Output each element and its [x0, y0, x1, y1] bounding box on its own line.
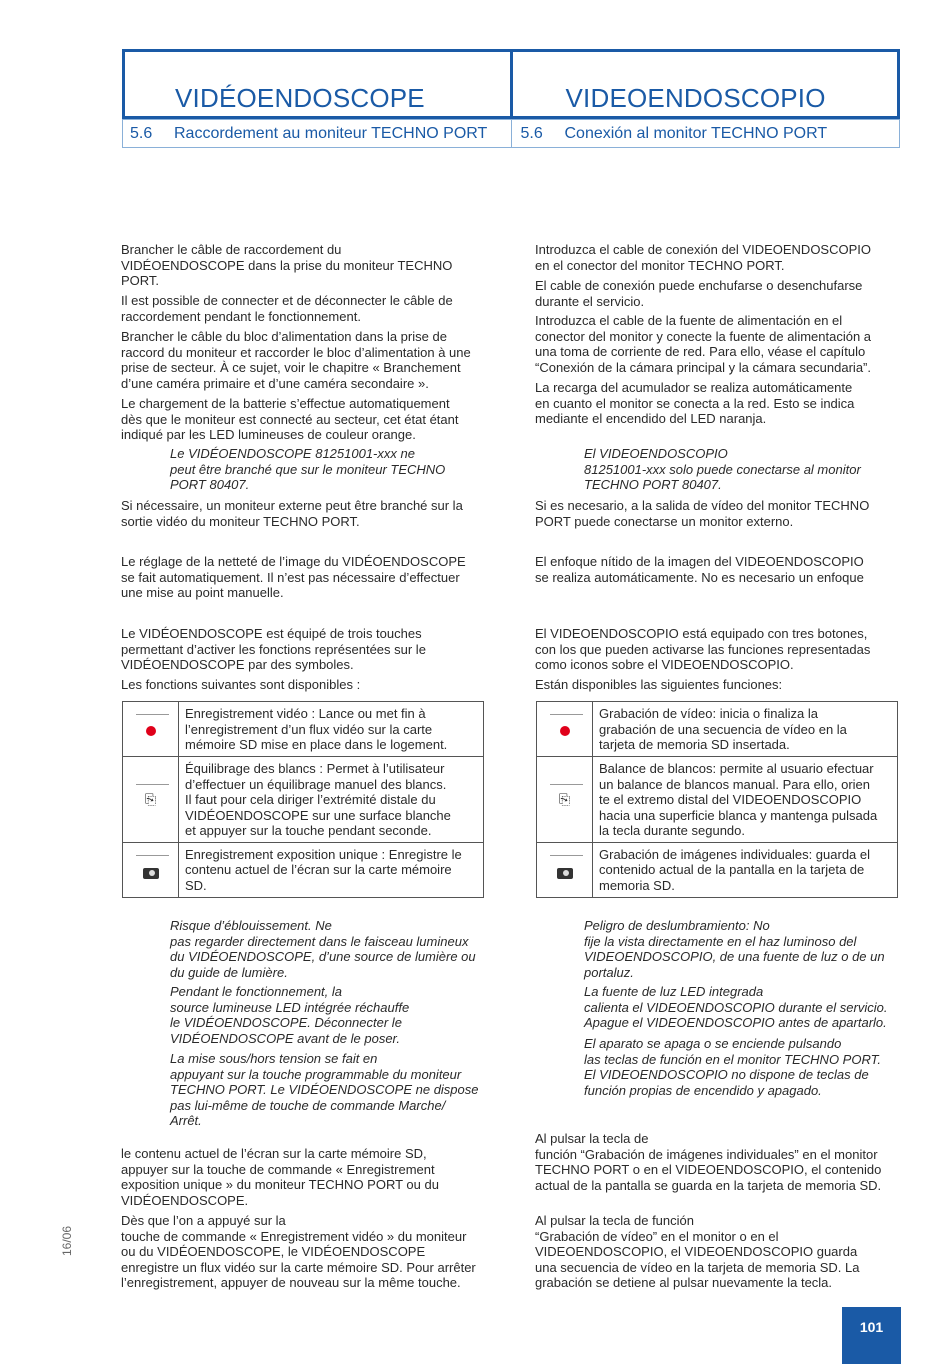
es-paragraph: Al pulsar la tecla de función “Grabación de vídeo” en el monitor o en el VIDEOENDOSCOPIO, el VIDEOENDOSCOPIO guarda una secuencia de vídeo en la tarjeta de memoria SD. La grabación se detiene al pulsar nuevamente la tecla. [535, 1213, 860, 1291]
table-cell: Équilibrage des blancs : Permet à l’utilisateur d’effectuer un équilibrage manuel des blancs. Il faut pour cela diriger l’extrémité distale du VIDÉOENDOSCOPE sur une surface blanche et appuyer sur la touche pendant seconde. [179, 757, 484, 843]
fr-paragraph: Si nécessaire, un moniteur externe peut être branché sur la sortie vidéo du moniteur TECHNO PORT. [121, 498, 463, 529]
section-number-fr: 5.6 [130, 125, 153, 142]
table-row [123, 757, 484, 843]
section-cell-fr [123, 120, 511, 147]
es-paragraph: Están disponibles las siguientes funciones: [535, 677, 783, 692]
es-paragraph: Si es necesario, a la salida de vídeo del monitor TECHNO PORT puede conectarse un monitor externo. [535, 498, 870, 529]
fr-paragraph: Le réglage de la netteté de l’image du VIDÉOENDOSCOPE se fait automatiquement. Il n’est pas nécessaire d’effectuer une mise au point manuelle. [121, 554, 466, 601]
camera-icon [143, 868, 159, 879]
es-warning: Peligro de deslumbramiento: No fije la vista directamente en el haz luminoso del VIDEOENDOSCOPIO, de una fuente de luz o de un portaluz. [584, 918, 885, 980]
section-cell-es [511, 120, 900, 147]
table-row [537, 842, 898, 897]
fr-paragraph: Brancher le câble de raccordement du VIDÉOENDOSCOPE dans la prise du moniteur TECHNO PORT. [121, 242, 453, 289]
record-dot-icon [146, 726, 156, 736]
table-row [537, 757, 898, 843]
table-row [537, 702, 898, 757]
page-title-fr: VIDÉOENDOSCOPE [175, 83, 425, 113]
table-cell: Enregistrement exposition unique : Enregistre le contenu actuel de l’écran sur la carte mémoire SD. [179, 842, 484, 897]
es-paragraph: Introduzca el cable de la fuente de alimentación en el conector del monitor y conecte la fuente de alimentación a una toma de corriente de red. Para ello, véase el capítulo “Conexión de la cámara principal y la cámara secundaria”. [535, 313, 872, 375]
fr-paragraph: Le chargement de la batterie s’effectue automatiquement dès que le moniteur est connecté au secteur, cet état étant indiqué par les LED lumineuses de couleur orange. [121, 396, 459, 443]
icon-cell [537, 702, 593, 757]
print-date: 16/06 [60, 1225, 74, 1256]
header-cell-fr [125, 52, 510, 116]
header-cell-es [510, 52, 898, 116]
fr-paragraph: le contenu actuel de l’écran sur la carte mémoire SD, appuyer sur la touche de commande « Enregistrement exposition unique » du moniteur TECHNO PORT ou du VIDÉOENDOSCOPE. [121, 1146, 439, 1208]
table-row [123, 842, 484, 897]
fr-warning: Pendant le fonctionnement, la source lumineuse LED intégrée réchauffe le VIDÉOENDOSCOPE. Déconnecter le VIDÉOENDOSCOPE avant de le poser. [170, 984, 410, 1046]
fr-warning: La mise sous/hors tension se fait en appuyant sur la touche programmable du moniteur TECHNO PORT. Le VIDÉOENDOSCOPE ne dispose pas lui-même de touche de commande Marche/ Arrêt. [170, 1051, 479, 1129]
table-cell: Balance de blancos: permite al usuario efectuar un balance de blancos manual. Para ello, orien te el extremo distal del VIDEOENDOSCOPIO hacia una superficie blanca y mantenga pulsada la tecla durante segundo. [593, 757, 898, 843]
white-balance-icon: ⎘ [558, 791, 571, 807]
camera-icon [557, 868, 573, 879]
section-header [122, 119, 900, 148]
record-dot-icon [560, 726, 570, 736]
fr-warning: Risque d’éblouissement. Ne pas regarder directement dans le faisceau lumineux du VIDÉOENDOSCOPE, d’une source de lumière ou du guide de lumière. [170, 918, 476, 980]
es-note: El VIDEOENDOSCOPIO 81251001-xxx solo puede conectarse al monitor TECHNO PORT 80407. [584, 446, 861, 493]
fr-function-table [122, 701, 484, 898]
es-paragraph: El cable de conexión puede enchufarse o desenchufarse durante el servicio. [535, 278, 863, 309]
fr-note: Le VIDÉOENDOSCOPE 81251001-xxx ne peut être branché que sur le moniteur TECHNO PORT 80407. [170, 446, 446, 493]
page-number: 101 [842, 1307, 901, 1364]
white-balance-icon: ⎘ [144, 791, 157, 807]
table-cell: Enregistrement vidéo : Lance ou met fin à l’enregistrement d’un flux vidéo sur la carte mémoire SD mise en place dans le logement. [179, 702, 484, 757]
title-header [122, 49, 900, 119]
icon-cell [123, 842, 179, 897]
fr-paragraph: Les fonctions suivantes sont disponibles : [121, 677, 361, 692]
table-row [123, 702, 484, 757]
es-warning: La fuente de luz LED integrada calienta el VIDEOENDOSCOPIO durante el servicio. Apague el VIDEOENDOSCOPIO antes de apartarlo. [584, 984, 888, 1031]
icon-cell [537, 842, 593, 897]
section-title-es: Conexión al monitor TECHNO PORT [564, 125, 828, 142]
fr-paragraph: Brancher le câble du bloc d’alimentation dans la prise de raccord du moniteur et raccorder le bloc d’alimentation à une prise de secteur. À ce sujet, voir le chapitre « Branchement d’une caméra primaire et d’une caméra secondaire ». [121, 329, 471, 391]
es-warning: El aparato se apaga o se enciende pulsando las teclas de función en el monitor TECHNO PORT. El VIDEOENDOSCOPIO no dispone de teclas de función propias de encendido y apagado. [584, 1036, 881, 1098]
icon-cell [537, 757, 593, 843]
section-number-es: 5.6 [520, 125, 543, 142]
es-paragraph: Introduzca el cable de conexión del VIDEOENDOSCOPIO en el conector del monitor TECHNO PORT. [535, 242, 871, 273]
section-title-fr: Raccordement au moniteur TECHNO PORT [174, 125, 488, 142]
table-cell: Grabación de imágenes individuales: guarda el contenido actual de la pantalla en la tarjeta de memoria SD. [593, 842, 898, 897]
es-function-table [536, 701, 898, 898]
es-paragraph: El VIDEOENDOSCOPIO está equipado con tres botones, con los que pueden activarse las funciones representadas como iconos sobre el VIDEOENDOSCOPIO. [535, 626, 871, 673]
fr-paragraph: Le VIDÉOENDOSCOPE est équipé de trois touches permettant d’activer les fonctions représentées sur le VIDÉOENDOSCOPE par des symboles. [121, 626, 426, 673]
es-paragraph: Al pulsar la tecla de función “Grabación de imágenes individuales” en el monitor TECHNO PORT o en el VIDEOENDOSCOPIO, el contenido actual de la pantalla se guarda en la tarjeta de memoria SD. [535, 1131, 882, 1193]
table-cell: Grabación de vídeo: inicia o finaliza la grabación de una secuencia de vídeo en la tarjeta de memoria SD insertada. [593, 702, 898, 757]
fr-paragraph: Dès que l’on a appuyé sur la touche de commande « Enregistrement vidéo » du moniteur ou du VIDÉOENDOSCOPE, le VIDÉOENDOSCOPE enregistre un flux vidéo sur la carte mémoire SD. Pour arrêter l’enregistrement, appuyer de nouveau sur la même touche. [121, 1213, 476, 1291]
fr-paragraph: Il est possible de connecter et de déconnecter le câble de raccordement pendant le fonctionnement. [121, 293, 453, 324]
es-paragraph: La recarga del acumulador se realiza automáticamente en cuanto el monitor se conecta a la red. Esto se indica mediante el encendido del LED naranja. [535, 380, 855, 427]
es-paragraph: El enfoque nítido de la imagen del VIDEOENDOSCOPIO se realiza automáticamente. No es necesario un enfoque [535, 554, 864, 585]
icon-cell [123, 757, 179, 843]
page-title-es: VIDEOENDOSCOPIO [565, 83, 826, 113]
icon-cell [123, 702, 179, 757]
